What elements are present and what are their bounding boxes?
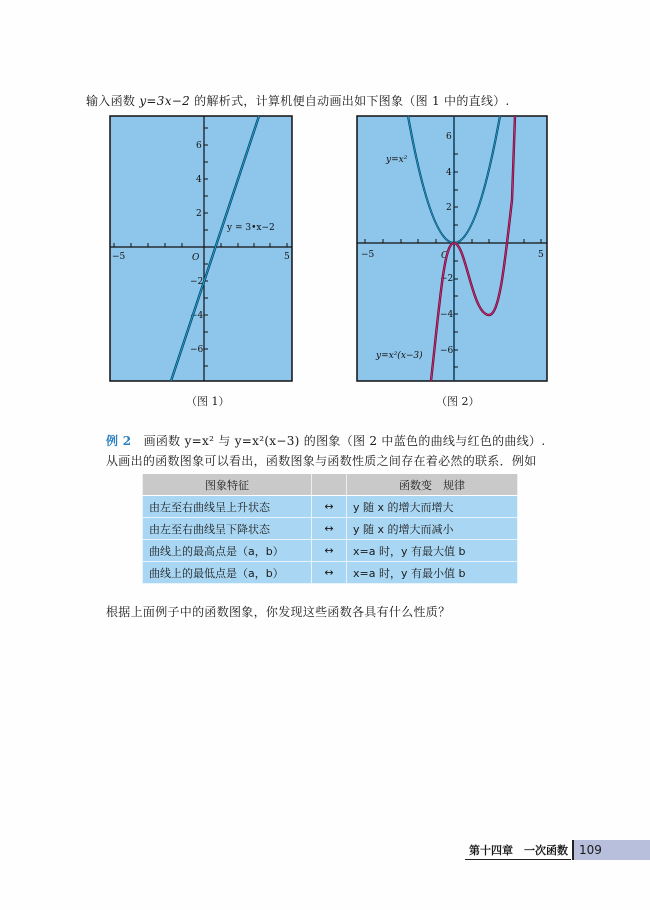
svg-text:5: 5 bbox=[538, 250, 544, 260]
svg-text:−6: −6 bbox=[440, 346, 454, 356]
example-label: 例 2 bbox=[106, 434, 132, 448]
table-header: 图象特征 bbox=[143, 474, 312, 496]
svg-text:6: 6 bbox=[196, 141, 202, 151]
svg-text:−4: −4 bbox=[440, 310, 454, 320]
svg-text:−4: −4 bbox=[190, 311, 204, 321]
chapter-title: 第十四章 一次函数 bbox=[465, 842, 571, 860]
intro-formula: y=3x−2 bbox=[139, 94, 191, 108]
svg-text:2: 2 bbox=[446, 203, 452, 213]
table-row bbox=[143, 518, 518, 540]
figure-1-caption: （图 1） bbox=[186, 395, 230, 408]
figure-1-plot bbox=[0, 0, 650, 400]
double-arrow-icon: ↔ bbox=[312, 562, 347, 584]
example-text-1: 画函数 y=x² 与 y=x²(x−3) 的图象（图 2 中蓝色的曲线与红色的曲线）. bbox=[143, 434, 546, 448]
example-line-2: 从画出的函数图象可以看出，函数图象与函数性质之间存在着必然的联系．例如 bbox=[106, 454, 537, 468]
table-header bbox=[312, 474, 347, 496]
double-arrow-icon: ↔ bbox=[312, 518, 347, 540]
intro-text-before: 输入函数 bbox=[86, 94, 140, 108]
page-number: 109 bbox=[572, 840, 650, 860]
svg-text:O: O bbox=[441, 251, 449, 261]
svg-text:−5: −5 bbox=[361, 250, 375, 260]
table-cell: x=a 时，y 有最小值 b bbox=[347, 562, 518, 584]
svg-text:−5: −5 bbox=[112, 252, 126, 262]
figure-2-caption: （图 2） bbox=[436, 395, 480, 408]
table-row bbox=[143, 562, 518, 584]
table-cell: y 随 x 的增大而增大 bbox=[347, 496, 518, 518]
svg-text:6: 6 bbox=[446, 132, 452, 142]
table-row bbox=[143, 540, 518, 562]
double-arrow-icon: ↔ bbox=[312, 496, 347, 518]
svg-text:−2: −2 bbox=[190, 277, 204, 287]
table-cell: y 随 x 的增大而减小 bbox=[347, 518, 518, 540]
table-cell: 由左至右曲线呈下降状态 bbox=[143, 518, 312, 540]
svg-text:4: 4 bbox=[446, 168, 452, 178]
svg-text:4: 4 bbox=[196, 175, 202, 185]
table-cell: 由左至右曲线呈上升状态 bbox=[143, 496, 312, 518]
figure-1-label: y = 3•x−2 bbox=[227, 223, 275, 233]
example-line-1 bbox=[106, 432, 545, 449]
question-text: 根据上面例子中的函数图象，你发现这些函数各具有什么性质？ bbox=[106, 605, 451, 619]
figure-2-label-red: y=x²(x−3) bbox=[376, 351, 423, 361]
properties-table bbox=[142, 474, 518, 584]
table-header-row bbox=[143, 474, 518, 496]
table-cell: 曲线上的最高点是（a，b） bbox=[143, 540, 312, 562]
table-cell: 曲线上的最低点是（a，b） bbox=[143, 562, 312, 584]
intro-text-after: 的解析式，计算机便自动画出如下图象（图 1 中的直线）. bbox=[190, 94, 510, 108]
svg-text:−2: −2 bbox=[440, 274, 454, 284]
table-cell: x=a 时，y 有最大值 b bbox=[347, 540, 518, 562]
svg-text:2: 2 bbox=[196, 209, 202, 219]
table-row bbox=[143, 496, 518, 518]
svg-text:5: 5 bbox=[284, 252, 290, 262]
table-header: 函数变 规律 bbox=[347, 474, 518, 496]
svg-text:−6: −6 bbox=[190, 345, 204, 355]
figure-2-label-blue: y=x² bbox=[386, 155, 408, 165]
svg-text:O: O bbox=[192, 253, 200, 263]
double-arrow-icon: ↔ bbox=[312, 540, 347, 562]
